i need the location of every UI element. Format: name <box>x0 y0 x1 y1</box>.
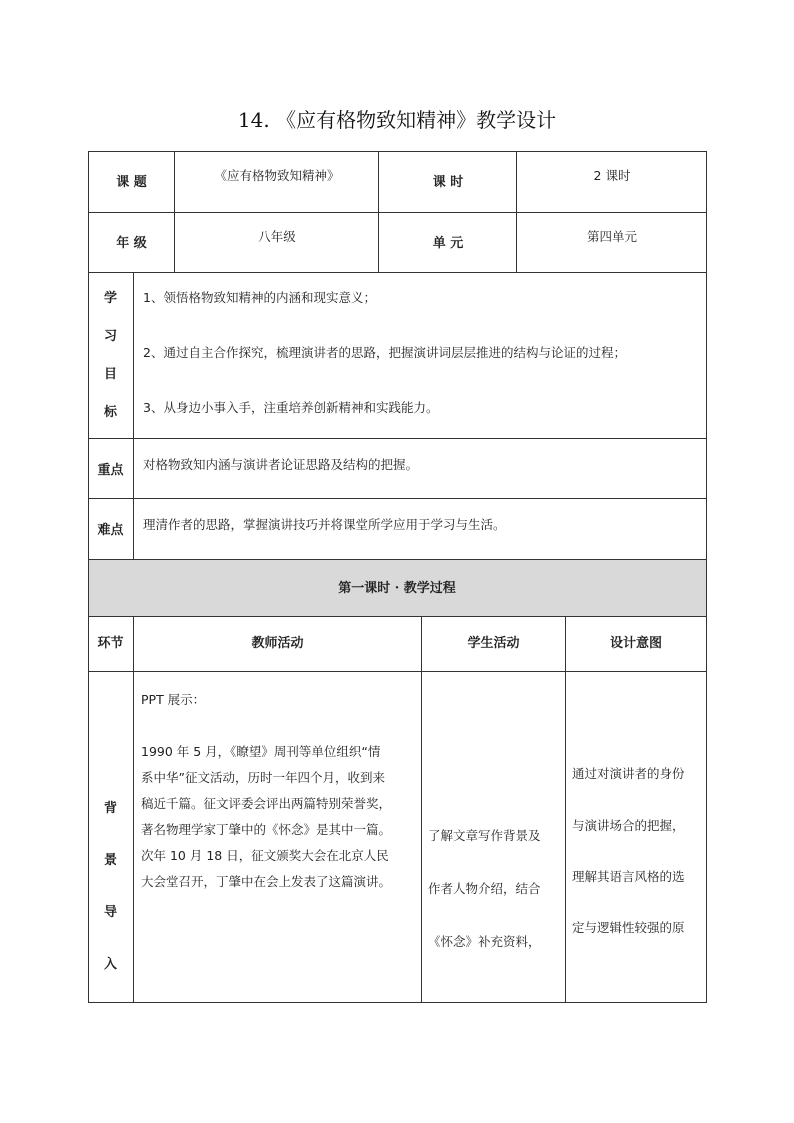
hours-value: 2 课时 <box>593 168 631 183</box>
header-teacher: 教师活动 <box>251 636 304 651</box>
table-rule <box>565 616 566 1002</box>
difficulty-text: 理清作者的思路，掌握演讲技巧并将课堂所学应用于学习与生活。 <box>143 517 506 532</box>
table-border-top <box>88 151 707 152</box>
table-rule <box>88 671 707 672</box>
student-line: 了解文章写作背景及 <box>428 828 541 843</box>
section-title: 第一课时 · 教学过程 <box>338 581 456 596</box>
design-line: 理解其语言风格的选 <box>572 869 685 884</box>
grade-label: 年 级 <box>116 236 147 251</box>
header-design: 设计意图 <box>609 636 662 651</box>
teacher-line: 系中华”征文活动，历时一年四个月，收到来 <box>141 770 385 785</box>
table-rule <box>133 616 134 1002</box>
objective-item: 1、领悟格物致知精神的内涵和现实意义； <box>143 290 376 305</box>
teacher-line: 著名物理学家丁肇中的《怀念》是其中一篇。 <box>141 822 392 837</box>
stage-label: 背 景 导 入 <box>103 801 117 972</box>
subject-label: 课 题 <box>116 175 147 190</box>
table-rule <box>88 272 707 273</box>
subject-value: 《应有格物致知精神》 <box>214 168 340 183</box>
teacher-line: 1990 年 5 月，《瞭望》周刊等单位组织“情 <box>141 744 381 759</box>
teacher-line: 大会堂召开，丁肇中在会上发表了这篇演讲。 <box>141 874 392 889</box>
table-rule <box>88 559 707 560</box>
design-line: 与演讲场合的把握， <box>572 818 685 833</box>
unit-value: 第四单元 <box>586 229 637 244</box>
objective-item: 2、通过自主合作探究，梳理演讲者的思路，把握演讲词层层推进的结构与论证的过程； <box>143 345 626 360</box>
difficulty-label: 难点 <box>97 523 124 538</box>
table-rule <box>133 272 134 559</box>
table-rule <box>88 498 707 499</box>
design-line: 定与逻辑性较强的原 <box>572 920 685 935</box>
table-rule <box>421 616 422 1002</box>
objectives-label: 学 习 目 标 <box>103 291 117 420</box>
teacher-line: 稿近千篇。征文评委会评出两篇特别荣誉奖， <box>141 796 392 811</box>
table-border-right <box>706 151 707 1003</box>
teacher-line: PPT 展示： <box>141 692 206 707</box>
student-line: 作者人物介绍，结合 <box>428 881 541 896</box>
page-title: 14. 《应有格物致知精神》教学设计 <box>237 108 557 132</box>
key-point-label: 重点 <box>97 463 124 478</box>
grade-value: 八年级 <box>258 229 296 244</box>
unit-label: 单 元 <box>432 236 464 251</box>
teacher-line: 次年 10 月 18 日，征文颁奖大会在北京人民 <box>141 848 389 863</box>
table-rule <box>88 438 707 439</box>
header-student: 学生活动 <box>467 636 520 651</box>
header-stage: 环节 <box>97 636 124 651</box>
key-point-text: 对格物致知内涵与演讲者论证思路及结构的把握。 <box>143 457 419 472</box>
hours-label: 课 时 <box>432 175 464 190</box>
table-rule <box>88 212 707 213</box>
student-line: 《怀念》补充资料， <box>428 934 541 949</box>
objective-item: 3、从身边小事入手，注重培养创新精神和实践能力。 <box>143 400 439 415</box>
design-line: 通过对演讲者的身份 <box>572 766 685 781</box>
table-border-bottom <box>88 1002 707 1003</box>
table-rule <box>88 616 707 617</box>
